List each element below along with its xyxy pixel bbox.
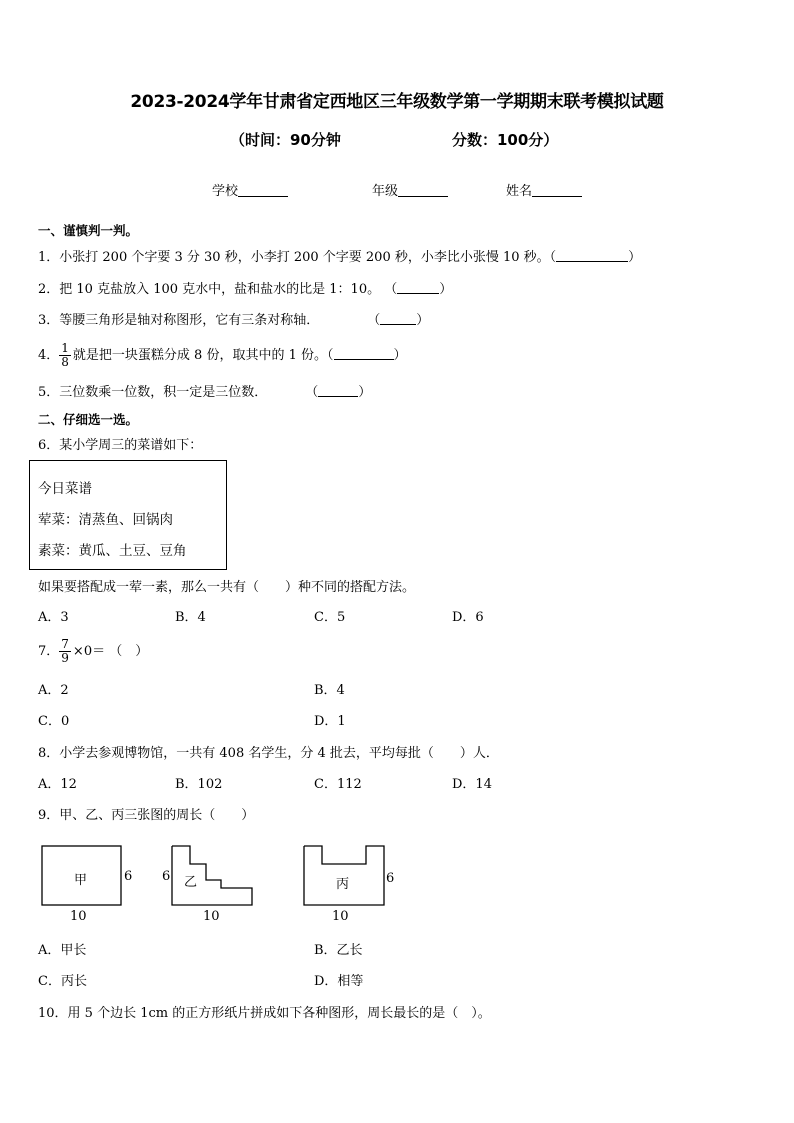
school-label: 学校 bbox=[212, 184, 239, 199]
question-5 bbox=[38, 384, 371, 402]
figure-bing-height: 6 bbox=[386, 871, 395, 886]
question-1-text: 1．小张打 200 个字要 3 分 30 秒，小李打 200 个字要 200 秒，小李比小张慢 10 秒。（ bbox=[38, 250, 557, 265]
score-label: 分数：100分） bbox=[452, 131, 559, 149]
fraction-seven-ninths bbox=[59, 638, 71, 665]
fraction-one-eighth bbox=[59, 342, 71, 369]
q9-option-b[interactable]: B．乙长 bbox=[314, 943, 363, 958]
question-10-text: 10．用 5 个边长 1cm 的正方形纸片拼成如下各种图形，周长最长的是（ ）。 bbox=[38, 1006, 491, 1021]
question-4-close: ） bbox=[393, 348, 407, 363]
fraction-numerator: 1 bbox=[61, 341, 69, 355]
school-field bbox=[212, 180, 288, 199]
figure-jia-label: 甲 bbox=[74, 873, 88, 888]
answer-blank-2[interactable] bbox=[397, 282, 439, 294]
q8-option-a[interactable]: A．12 bbox=[38, 777, 77, 792]
fraction-denominator: 8 bbox=[61, 355, 69, 369]
figure-jia-width: 10 bbox=[70, 909, 87, 924]
question-7-number: 7． bbox=[38, 644, 60, 659]
answer-blank-3[interactable] bbox=[380, 313, 416, 325]
question-4-text: 就是把一块蛋糕分成 8 份，取其中的 1 份。（ bbox=[72, 348, 334, 363]
question-6-question: 如果要搭配成一荤一素，那么一共有（ ）种不同的搭配方法。 bbox=[38, 580, 416, 595]
q7-option-c[interactable]: C．0 bbox=[38, 714, 70, 729]
q6-option-b[interactable]: B．4 bbox=[175, 610, 206, 625]
figure-jia-height: 6 bbox=[124, 869, 133, 884]
answer-blank-1[interactable] bbox=[556, 250, 628, 262]
question-8-text: 8．小学去参观博物馆，一共有 408 名学生，分 4 批去，平均每批（ ）人． bbox=[38, 746, 499, 761]
answer-blank-4[interactable] bbox=[334, 348, 394, 360]
figure-bing bbox=[304, 846, 394, 924]
perimeter-figures bbox=[0, 836, 794, 926]
time-label: （时间：90分钟 bbox=[230, 131, 341, 149]
question-5-text: 5．三位数乘一位数，积一定是三位数． bbox=[38, 385, 268, 400]
menu-box bbox=[29, 460, 227, 570]
q9-option-d[interactable]: D．相等 bbox=[314, 974, 364, 989]
question-3-text: 3．等腰三角形是轴对称图形，它有三条对称轴． bbox=[38, 313, 320, 328]
q6-option-a[interactable]: A．3 bbox=[38, 610, 69, 625]
q6-option-d[interactable]: D．6 bbox=[452, 610, 484, 625]
question-4 bbox=[38, 342, 407, 369]
question-5-open: （ bbox=[305, 385, 319, 400]
section-2-heading: 二、仔细选一选。 bbox=[38, 412, 139, 427]
name-label: 姓名 bbox=[506, 184, 533, 199]
question-3-close: ） bbox=[416, 313, 430, 328]
name-field bbox=[506, 180, 582, 199]
grade-field bbox=[372, 180, 448, 199]
figure-yi-label: 乙 bbox=[184, 875, 198, 890]
figure-yi-height: 6 bbox=[162, 869, 171, 884]
question-3-open: （ bbox=[367, 313, 381, 328]
figure-yi bbox=[162, 846, 252, 924]
name-blank[interactable] bbox=[532, 183, 582, 197]
question-2-close: ） bbox=[439, 282, 453, 297]
question-1-close: ） bbox=[628, 250, 642, 265]
grade-blank[interactable] bbox=[398, 183, 448, 197]
menu-meat: 荤菜：清蒸鱼、回锅肉 bbox=[38, 512, 173, 528]
q6-option-c[interactable]: C．5 bbox=[314, 610, 346, 625]
question-7-text: ×0＝ （ ） bbox=[72, 644, 149, 659]
fraction-denominator: 9 bbox=[61, 651, 69, 665]
question-4-number: 4． bbox=[38, 348, 60, 363]
question-2 bbox=[38, 281, 452, 299]
question-9-text: 9．甲、乙、丙三张图的周长（ ） bbox=[38, 808, 255, 823]
q8-option-d[interactable]: D．14 bbox=[452, 777, 492, 792]
section-1-heading: 一、谨慎判一判。 bbox=[38, 223, 139, 238]
figure-bing-width: 10 bbox=[332, 909, 349, 924]
school-blank[interactable] bbox=[238, 183, 288, 197]
question-2-text: 2．把 10 克盐放入 100 克水中，盐和盐水的比是 1：10。 （ bbox=[38, 282, 398, 297]
figure-jia bbox=[42, 846, 132, 924]
q7-option-d[interactable]: D．1 bbox=[314, 714, 346, 729]
figure-yi-width: 10 bbox=[203, 909, 220, 924]
menu-title: 今日菜谱 bbox=[38, 481, 92, 497]
q7-option-b[interactable]: B．4 bbox=[314, 683, 345, 698]
question-1 bbox=[38, 249, 641, 267]
figure-bing-label: 丙 bbox=[336, 877, 350, 892]
question-3 bbox=[38, 312, 429, 330]
grade-label: 年级 bbox=[372, 184, 399, 199]
question-6-text: 6．某小学周三的菜谱如下： bbox=[38, 438, 203, 453]
q9-option-a[interactable]: A．甲长 bbox=[38, 943, 87, 958]
q9-option-c[interactable]: C．丙长 bbox=[38, 974, 87, 989]
menu-vegetable: 素菜：黄瓜、土豆、豆角 bbox=[38, 543, 187, 559]
fraction-numerator: 7 bbox=[61, 637, 69, 651]
q8-option-b[interactable]: B．102 bbox=[175, 777, 223, 792]
question-7 bbox=[38, 638, 148, 665]
exam-title: 2023-2024学年甘肃省定西地区三年级数学第一学期期末联考模拟试题 bbox=[130, 92, 664, 112]
q8-option-c[interactable]: C．112 bbox=[314, 777, 362, 792]
question-5-close: ） bbox=[358, 385, 372, 400]
answer-blank-5[interactable] bbox=[318, 385, 358, 397]
q7-option-a[interactable]: A．2 bbox=[38, 683, 69, 698]
